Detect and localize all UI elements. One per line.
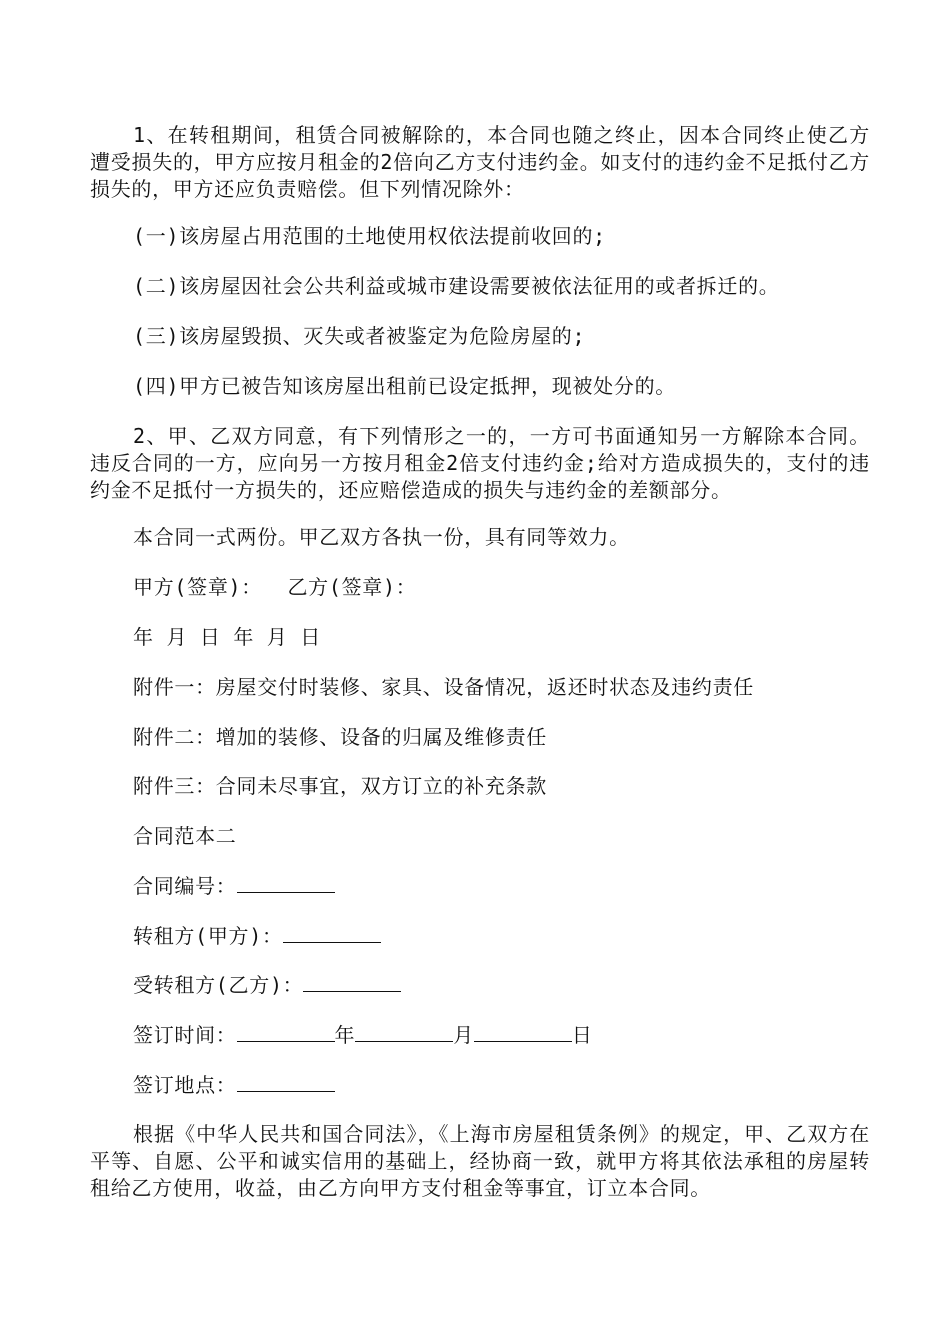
attachment-2: 附件二：增加的装修、设备的归属及维修责任 bbox=[133, 725, 547, 749]
sublessor-field bbox=[133, 923, 381, 950]
sublessor-label: 转租方(甲方)： bbox=[133, 924, 283, 948]
signing-day-blank bbox=[474, 1023, 572, 1042]
clause-2-rescission: 2、甲、乙双方同意，有下列情形之一的，一方可书面通知另一方解除本合同。违反合同的一方，应向另一方按月租金2倍支付违约金;给对方造成损失的，支付的违约金不足抵付一方损失的，还应赔偿造成的损失与违约金的差额部分。 bbox=[90, 424, 870, 502]
preamble-paragraph: 根据《中华人民共和国合同法》，《上海市房屋租赁条例》的规定，甲、乙双方在平等、自愿、公平和诚实信用的基础上，经协商一致，就甲方将其依法承租的房屋转租给乙方使用，收益，由乙方向甲方支付租金等事宜，订立本合同。 bbox=[90, 1122, 870, 1200]
contract-number-field bbox=[133, 873, 335, 900]
exception-item-4: (四)甲方已被告知该房屋出租前已设定抵押，现被处分的。 bbox=[133, 374, 676, 398]
year-label: 年 bbox=[334, 1023, 356, 1047]
signing-month-blank bbox=[355, 1023, 453, 1042]
attachment-3: 附件三：合同未尽事宜，双方订立的补充条款 bbox=[133, 774, 547, 798]
sublessor-blank bbox=[283, 924, 381, 943]
signature-line: 甲方(签章)： 乙方(签章)： bbox=[133, 575, 417, 599]
signing-place-label: 签订地点： bbox=[133, 1073, 237, 1097]
signing-date-field bbox=[133, 1022, 593, 1049]
signing-place-field bbox=[133, 1072, 335, 1099]
sublessee-blank bbox=[303, 973, 401, 992]
attachment-1: 附件一：房屋交付时装修、家具、设备情况，返还时状态及违约责任 bbox=[133, 675, 754, 699]
month-label: 月 bbox=[453, 1023, 474, 1047]
sublessee-label: 受转租方(乙方)： bbox=[133, 973, 304, 997]
contract-number-blank bbox=[237, 874, 335, 893]
copies-statement: 本合同一式两份。甲乙双方各执一份，具有同等效力。 bbox=[133, 525, 630, 549]
contract-number-label: 合同编号： bbox=[133, 874, 237, 898]
date-line: 年 月 日 年 月 日 bbox=[133, 625, 321, 649]
clause-1-termination: 1、在转租期间，租赁合同被解除的，本合同也随之终止，因本合同终止使乙方遭受损失的，甲方应按月租金的2倍向乙方支付违约金。如支付的违约金不足抵付乙方损失的，甲方还应负责赔偿。但下列情况除外： bbox=[90, 123, 870, 201]
exception-item-2: (二)该房屋因社会公共利益或城市建设需要被依法征用的或者拆迁的。 bbox=[133, 274, 780, 298]
day-label: 日 bbox=[571, 1023, 593, 1047]
section-title-template-2: 合同范本二 bbox=[133, 824, 237, 848]
sublessee-field bbox=[133, 972, 401, 999]
signing-date-label: 签订时间： bbox=[133, 1023, 237, 1047]
exception-item-3: (三)该房屋毁损、灭失或者被鉴定为危险房屋的; bbox=[133, 324, 586, 348]
exception-item-1: (一)该房屋占用范围的土地使用权依法提前收回的; bbox=[133, 224, 606, 248]
signing-place-blank bbox=[237, 1073, 335, 1092]
signing-year-blank bbox=[237, 1023, 335, 1042]
